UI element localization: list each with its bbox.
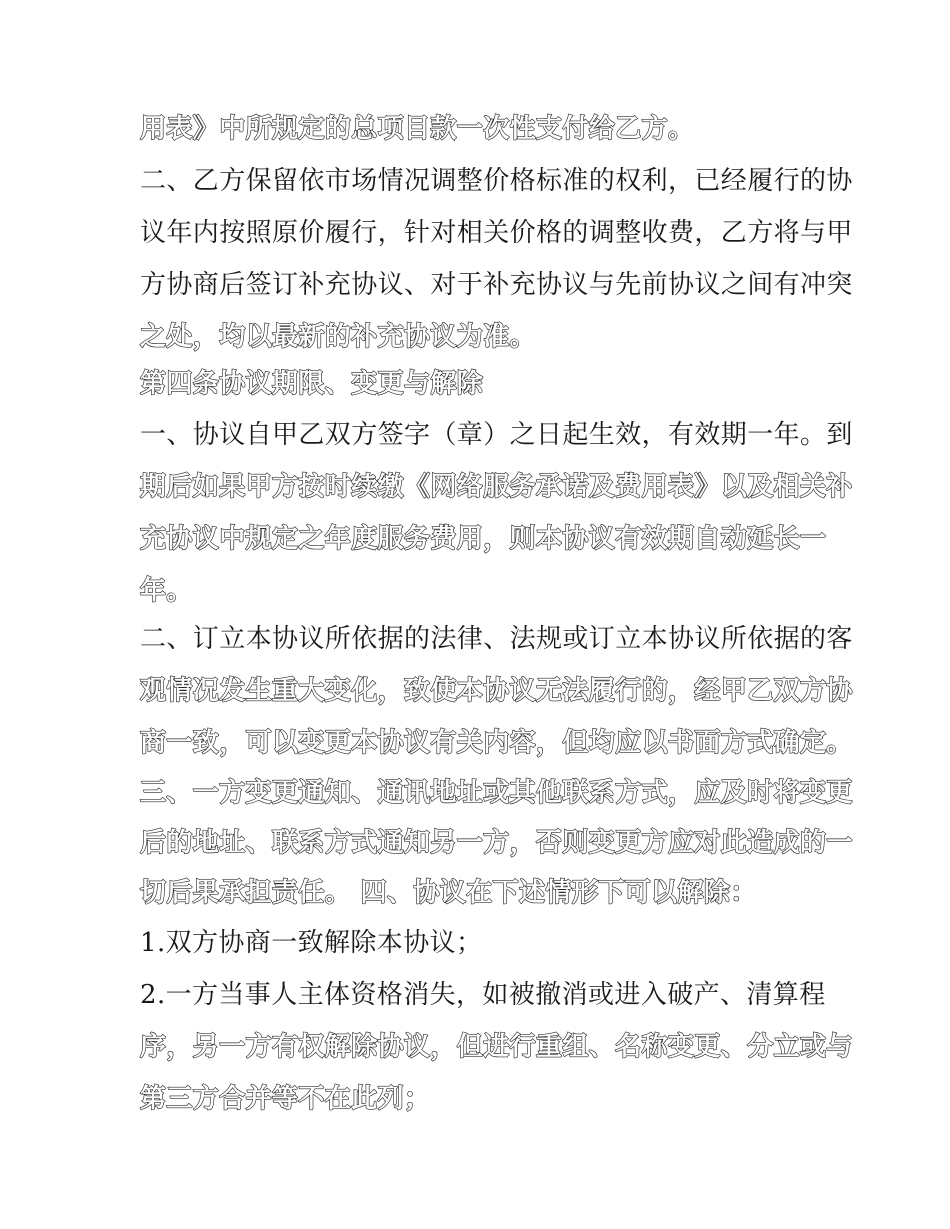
text-line-2: 二、乙方保留依市场情况调整价格标准的权利，已经履行的协 — [140, 166, 853, 196]
text-line-20: 第三方合并等不在此列； — [140, 1084, 431, 1114]
text-line-5: 之处，均以最新的补充协议为准。 — [140, 322, 537, 352]
list-item-2: 2.一方当事人主体资格消失，如被撤消或进入破产、清算程 — [140, 980, 826, 1010]
text-line-16: 切后果承担责任。 四、协议在下述情形下可以解除： — [140, 878, 757, 908]
text-line-14: 三、一方变更通知、通讯地址或其他联系方式，应及时将变更 — [140, 778, 853, 808]
text-line-12: 观情况发生重大变化，致使本协议无法履行的，经甲乙双方协 — [140, 676, 853, 706]
text-line-13: 商一致，可以变更本协议有关内容，但均应以书面方式确定。 — [140, 728, 853, 758]
text-line-11: 二、订立本协议所依据的法律、法规或订立本协议所依据的客 — [140, 624, 853, 654]
section-heading: 第四条协议期限、变更与解除 — [140, 369, 484, 399]
list-item-1: 1.双方协商一致解除本协议； — [140, 928, 483, 958]
text-line-15: 后的地址、联系方式通知另一方，否则变更方应对此造成的一 — [140, 828, 853, 858]
text-line-3: 议年内按照原价履行，针对相关价格的调整收费，乙方将与甲 — [140, 218, 853, 248]
text-line-8: 期后如果甲方按时续缴《网络服务承诺及费用表》以及相关补 — [140, 472, 853, 502]
text-line-9: 充协议中规定之年度服务费用，则本协议有效期自动延长一 — [140, 524, 827, 554]
text-line-19: 序，另一方有权解除协议，但进行重组、名称变更、分立或与 — [140, 1032, 853, 1062]
text-line-1: 用表》中所规定的总项目款一次性支付给乙方。 — [140, 114, 695, 144]
text-line-7: 一、协议自甲乙双方签字（章）之日起生效，有效期一年。到 — [140, 420, 853, 450]
text-line-4: 方协商后签订补充协议、对于补充协议与先前协议之间有冲突 — [140, 270, 853, 300]
text-line-10: 年。 — [140, 576, 193, 606]
